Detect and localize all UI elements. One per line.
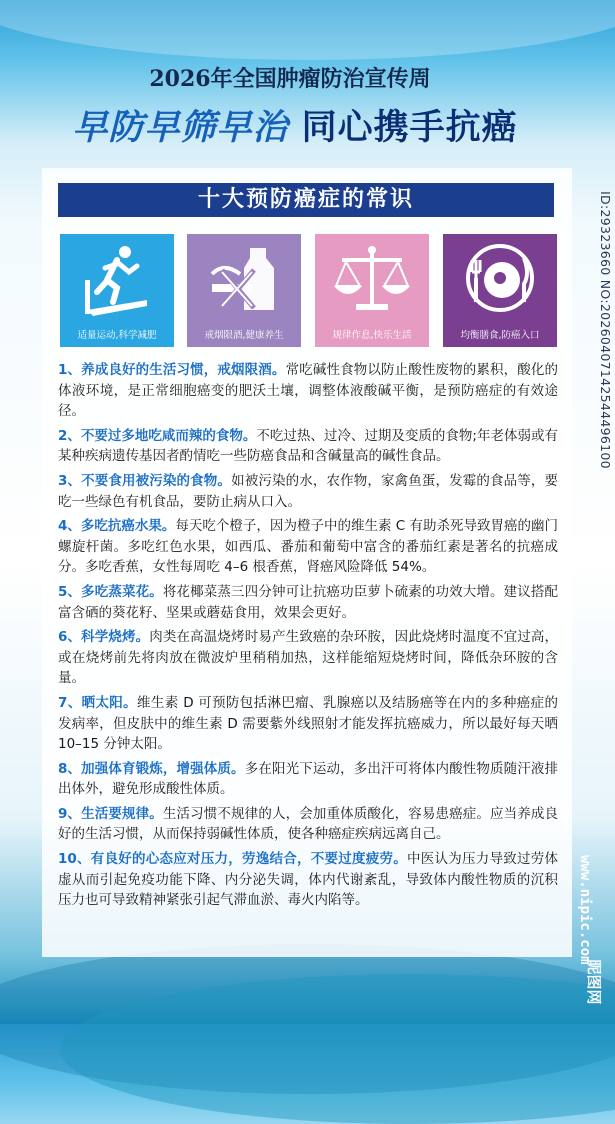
card-caption: 均衡膳食,防癌入口 xyxy=(460,330,540,341)
tip-body: 如被污染的水，农作物，家禽鱼蛋，发霉的食品等，要吃一些绿色有机食品，要防止病从口入。 xyxy=(58,472,558,510)
icon-cards xyxy=(58,234,558,347)
tip-item-5 xyxy=(58,582,558,623)
tip-heading: 6、科学烧烤。 xyxy=(58,629,150,646)
watermark-logo: 昵图网 xyxy=(585,959,603,1005)
tips-list xyxy=(58,360,558,915)
tip-heading: 4、多吃抗癌水果。 xyxy=(58,518,176,535)
tip-item-7 xyxy=(58,693,558,755)
tip-item-6 xyxy=(58,627,558,689)
tip-heading: 9、生活要规律。 xyxy=(58,805,163,822)
card-diet xyxy=(443,234,557,347)
card-caption: 规律作息,快乐生活 xyxy=(332,330,412,341)
tip-item-2 xyxy=(58,426,558,467)
card-caption: 适量运动,科学减肥 xyxy=(77,330,157,341)
tip-body: 肉类在高温烧烤时易产生致癌的杂环胺，因此烧烤时温度不宜过高，或在烧烤前先将肉放在微波炉里稍稍加热，这样能缩短烧烤时间，降低杂环胺的含量。 xyxy=(58,629,558,687)
watermark-site: www.nipic.com xyxy=(577,855,593,965)
tip-heading: 1、养成良好的生活习惯，戒烟限酒。 xyxy=(58,362,286,378)
tip-heading: 10、有良好的心态应对压力，劳逸结合，不要过度疲劳。 xyxy=(58,851,408,868)
tip-item-3 xyxy=(58,471,558,512)
tip-item-1 xyxy=(58,360,558,422)
tip-body: 中医认为压力导致过劳体虚从而引起免疫功能下降、内分泌失调，体内代谢紊乱，导致体内酸性物质的沉积 压力也可导致精神紧张引起气滞血淤、毒火内陷等。 xyxy=(58,851,559,909)
slogan-part1: 早防早筛早治 xyxy=(72,107,289,148)
slogan-part2: 同心携手抗癌 xyxy=(301,107,518,148)
tip-heading: 2、不要过多地吃咸而辣的食物。 xyxy=(58,427,257,444)
event-title: 2026年全国肿瘤防治宣传周 xyxy=(149,66,431,92)
card-exercise xyxy=(60,234,174,347)
tip-item-10 xyxy=(58,849,558,911)
tip-heading: 3、不要食用被污染的食物。 xyxy=(58,472,232,489)
tip-heading: 8、加强体育锻炼，增强体质。 xyxy=(58,760,245,777)
section-title: 十大预防癌症的常识 xyxy=(58,183,554,217)
card-balance xyxy=(315,234,429,347)
balance-scale-icon xyxy=(332,240,412,318)
poster-id: ID:29323660 NO:20260407142544496100 xyxy=(598,191,613,469)
tip-body: 常吃碱性食物以防止酸性废物的累积，酸化的体液环境，是正常细胞癌变的肥沃土壤，调整体液酸碱平衡，是预防癌症的有效途径。 xyxy=(58,362,558,420)
tip-body: 多在阳光下运动，多出汗可将体内酸性物质随汗液排出体外，避免形成酸性体质。 xyxy=(58,760,558,798)
plate-cutlery-icon xyxy=(460,240,540,318)
slogan xyxy=(0,100,590,150)
top-wave-decoration xyxy=(0,0,615,60)
tip-item-8 xyxy=(58,759,558,800)
tip-body: 不吃过热、过冷、过期及变质的食物;年老体弱或有某种疾病遗传基因者酌情吃一些防癌食品和含碱量高的碱性食品。 xyxy=(58,427,558,465)
tip-body: 生活习惯不规律的人，会加重体质酸化，容易患癌症。应当养成良好的生活习惯，从而保持弱碱性体质，使各种癌症疾病远离自己。 xyxy=(58,805,558,843)
tip-item-4 xyxy=(58,516,558,578)
tip-heading: 5、多吃蒸菜花。 xyxy=(58,583,163,600)
no-smoking-drinking-icon xyxy=(204,240,284,318)
tip-heading: 7、晒太阳。 xyxy=(58,694,137,711)
running-person-icon xyxy=(77,240,157,318)
tip-item-9 xyxy=(58,804,558,845)
tip-body: 维生素 D 可预防包括淋巴瘤、乳腺癌以及结肠癌等在内的多种癌症的发病率，但皮肤中的维生素 D 需要紫外线照射才能发挥抗癌威力，所以最好每天晒 10–15 分钟太阳。 xyxy=(58,694,558,753)
tip-body: 将花椰菜蒸三四分钟可让抗癌功臣萝卜硫素的功效大增。建议搭配富含硒的葵花籽、坚果或蘑菇食用，效果会更好。 xyxy=(58,583,558,621)
tip-body: 每天吃个橙子，因为橙子中的维生素 C 有助杀死导致胃癌的幽门螺旋杆菌。多吃红色水果，如西瓜、番茄和葡萄中富含的番茄红素是著名的抗癌成分。多吃香蕉，女性每周吃 4–6 根香蕉，肾癌风险降低 54%。 xyxy=(58,518,558,576)
card-caption: 戒烟限酒,健康养生 xyxy=(204,330,284,341)
card-no-smoking xyxy=(187,234,301,347)
